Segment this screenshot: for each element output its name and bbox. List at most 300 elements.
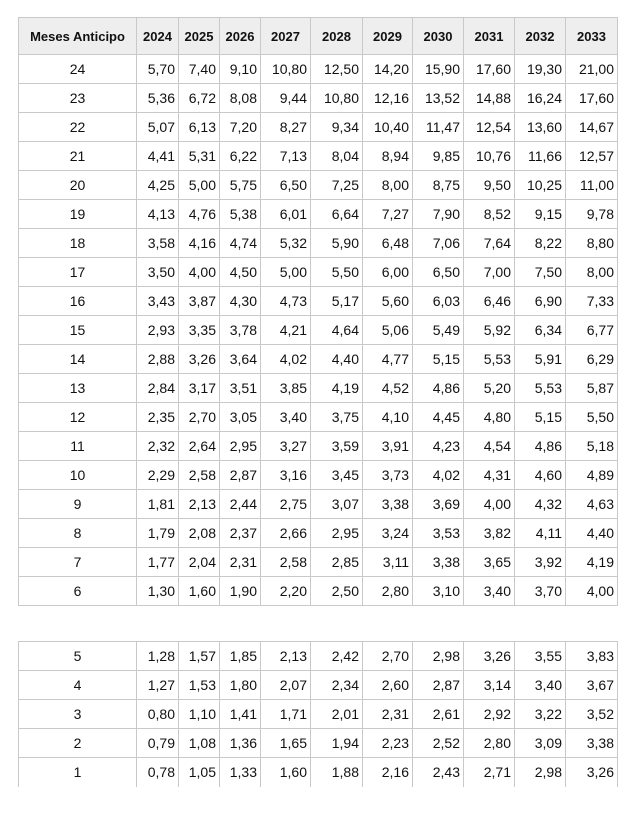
- rate-cell: 10,80: [311, 84, 363, 113]
- rate-cell: 14,20: [363, 55, 413, 84]
- months-cell: 16: [19, 287, 137, 316]
- rate-cell: 3,16: [261, 461, 311, 490]
- rate-cell: 1,60: [261, 758, 311, 787]
- table-row: [19, 519, 618, 548]
- rate-cell: 4,76: [179, 200, 220, 229]
- rate-cell: 4,64: [311, 316, 363, 345]
- rate-cell: 14,67: [566, 113, 618, 142]
- rate-cell: 13,52: [413, 84, 464, 113]
- rate-cell: 1,88: [311, 758, 363, 787]
- rate-cell: 3,75: [311, 403, 363, 432]
- rate-cell: 3,24: [363, 519, 413, 548]
- months-cell: 12: [19, 403, 137, 432]
- rate-cell: 8,52: [464, 200, 515, 229]
- rate-cell: 4,21: [261, 316, 311, 345]
- rate-cell: 3,26: [179, 345, 220, 374]
- header-row: [19, 18, 618, 55]
- months-cell: 4: [19, 671, 137, 700]
- rate-cell: 2,80: [464, 729, 515, 758]
- rate-cell: 17,60: [464, 55, 515, 84]
- rate-cell: 4,80: [464, 403, 515, 432]
- rate-cell: 3,26: [566, 758, 618, 787]
- rate-cell: 3,67: [566, 671, 618, 700]
- rate-cell: 1,08: [179, 729, 220, 758]
- rate-cell: 3,51: [220, 374, 261, 403]
- rate-cell: 1,30: [137, 577, 179, 606]
- rate-cell: 12,54: [464, 113, 515, 142]
- rate-cell: 1,94: [311, 729, 363, 758]
- rate-cell: 3,59: [311, 432, 363, 461]
- rate-cell: 2,43: [413, 758, 464, 787]
- rate-cell: 5,32: [261, 229, 311, 258]
- rate-cell: 8,94: [363, 142, 413, 171]
- rates-table-continued: [18, 641, 618, 787]
- rate-cell: 7,64: [464, 229, 515, 258]
- rate-cell: 6,00: [363, 258, 413, 287]
- months-cell: 6: [19, 577, 137, 606]
- rate-cell: 6,03: [413, 287, 464, 316]
- rate-cell: 9,15: [515, 200, 566, 229]
- rate-cell: 8,00: [363, 171, 413, 200]
- rate-cell: 1,81: [137, 490, 179, 519]
- rate-cell: 11,00: [566, 171, 618, 200]
- rate-cell: 4,25: [137, 171, 179, 200]
- rate-cell: 9,78: [566, 200, 618, 229]
- rate-cell: 4,32: [515, 490, 566, 519]
- rate-cell: 9,85: [413, 142, 464, 171]
- rate-cell: 5,53: [464, 345, 515, 374]
- rate-cell: 3,82: [464, 519, 515, 548]
- header-year: 2030: [413, 18, 464, 55]
- rate-cell: 3,27: [261, 432, 311, 461]
- rate-cell: 5,75: [220, 171, 261, 200]
- rate-cell: 1,41: [220, 700, 261, 729]
- rate-cell: 3,40: [261, 403, 311, 432]
- rate-cell: 3,64: [220, 345, 261, 374]
- rate-cell: 4,16: [179, 229, 220, 258]
- rate-cell: 2,13: [261, 642, 311, 671]
- rate-cell: 3,43: [137, 287, 179, 316]
- rate-cell: 1,57: [179, 642, 220, 671]
- rate-cell: 3,87: [179, 287, 220, 316]
- header-year: 2029: [363, 18, 413, 55]
- header-year: 2027: [261, 18, 311, 55]
- rate-cell: 7,20: [220, 113, 261, 142]
- header-year: 2026: [220, 18, 261, 55]
- rate-cell: 1,27: [137, 671, 179, 700]
- rate-cell: 4,00: [464, 490, 515, 519]
- rate-cell: 12,50: [311, 55, 363, 84]
- rate-cell: 2,75: [261, 490, 311, 519]
- months-cell: 2: [19, 729, 137, 758]
- table-row: [19, 258, 618, 287]
- rate-cell: 9,34: [311, 113, 363, 142]
- table-row: [19, 403, 618, 432]
- table-row: [19, 577, 618, 606]
- rate-cell: 4,11: [515, 519, 566, 548]
- rate-cell: 2,01: [311, 700, 363, 729]
- rate-cell: 4,00: [179, 258, 220, 287]
- rate-cell: 5,70: [137, 55, 179, 84]
- rate-cell: 2,92: [464, 700, 515, 729]
- rate-cell: 2,87: [413, 671, 464, 700]
- rate-cell: 4,41: [137, 142, 179, 171]
- header-year: 2025: [179, 18, 220, 55]
- rate-cell: 4,45: [413, 403, 464, 432]
- rate-cell: 10,40: [363, 113, 413, 142]
- rate-cell: 2,85: [311, 548, 363, 577]
- rate-cell: 5,50: [311, 258, 363, 287]
- rate-cell: 8,00: [566, 258, 618, 287]
- rate-cell: 4,31: [464, 461, 515, 490]
- months-cell: 7: [19, 548, 137, 577]
- rate-cell: 7,40: [179, 55, 220, 84]
- rate-cell: 1,80: [220, 671, 261, 700]
- rate-cell: 7,90: [413, 200, 464, 229]
- months-cell: 15: [19, 316, 137, 345]
- rate-cell: 2,50: [311, 577, 363, 606]
- rate-cell: 3,53: [413, 519, 464, 548]
- rate-cell: 4,52: [363, 374, 413, 403]
- rate-cell: 3,58: [137, 229, 179, 258]
- rate-cell: 5,00: [179, 171, 220, 200]
- rate-cell: 5,38: [220, 200, 261, 229]
- rate-cell: 12,57: [566, 142, 618, 171]
- rate-cell: 2,58: [179, 461, 220, 490]
- rate-cell: 4,86: [413, 374, 464, 403]
- rate-cell: 6,46: [464, 287, 515, 316]
- table-body-main: [19, 55, 618, 606]
- rate-cell: 3,26: [464, 642, 515, 671]
- rate-cell: 5,07: [137, 113, 179, 142]
- rate-cell: 3,38: [413, 548, 464, 577]
- rate-cell: 3,38: [363, 490, 413, 519]
- rate-cell: 4,63: [566, 490, 618, 519]
- rate-cell: 2,84: [137, 374, 179, 403]
- rate-cell: 6,22: [220, 142, 261, 171]
- rate-cell: 4,23: [413, 432, 464, 461]
- rate-cell: 5,91: [515, 345, 566, 374]
- rate-cell: 5,06: [363, 316, 413, 345]
- months-cell: 19: [19, 200, 137, 229]
- months-cell: 24: [19, 55, 137, 84]
- rate-cell: 4,00: [566, 577, 618, 606]
- rate-cell: 4,02: [413, 461, 464, 490]
- rate-cell: 0,78: [137, 758, 179, 787]
- rate-cell: 3,83: [566, 642, 618, 671]
- rate-cell: 7,00: [464, 258, 515, 287]
- header-year: 2032: [515, 18, 566, 55]
- rate-cell: 12,16: [363, 84, 413, 113]
- rate-cell: 5,18: [566, 432, 618, 461]
- rate-cell: 2,70: [179, 403, 220, 432]
- rate-cell: 2,66: [261, 519, 311, 548]
- rate-cell: 3,40: [464, 577, 515, 606]
- rate-cell: 15,90: [413, 55, 464, 84]
- rate-cell: 1,79: [137, 519, 179, 548]
- rate-cell: 3,91: [363, 432, 413, 461]
- rate-cell: 1,60: [179, 577, 220, 606]
- rate-cell: 3,52: [566, 700, 618, 729]
- rate-cell: 2,95: [220, 432, 261, 461]
- rate-cell: 6,77: [566, 316, 618, 345]
- rate-cell: 1,65: [261, 729, 311, 758]
- rate-cell: 3,70: [515, 577, 566, 606]
- months-cell: 18: [19, 229, 137, 258]
- rate-cell: 4,02: [261, 345, 311, 374]
- table-row: [19, 548, 618, 577]
- rate-cell: 6,34: [515, 316, 566, 345]
- rate-cell: 2,31: [363, 700, 413, 729]
- rate-cell: 1,77: [137, 548, 179, 577]
- rate-cell: 3,07: [311, 490, 363, 519]
- rate-cell: 6,64: [311, 200, 363, 229]
- table-row: [19, 316, 618, 345]
- rate-cell: 3,69: [413, 490, 464, 519]
- rate-cell: 4,30: [220, 287, 261, 316]
- months-cell: 14: [19, 345, 137, 374]
- rate-cell: 5,36: [137, 84, 179, 113]
- rate-cell: 10,25: [515, 171, 566, 200]
- rate-cell: 2,13: [179, 490, 220, 519]
- table-row: [19, 374, 618, 403]
- rate-cell: 2,93: [137, 316, 179, 345]
- table-row: [19, 171, 618, 200]
- rate-cell: 3,38: [566, 729, 618, 758]
- rate-cell: 16,24: [515, 84, 566, 113]
- rate-cell: 8,80: [566, 229, 618, 258]
- table-row: [19, 671, 618, 700]
- rate-cell: 13,60: [515, 113, 566, 142]
- rate-cell: 2,58: [261, 548, 311, 577]
- rate-cell: 7,06: [413, 229, 464, 258]
- rate-cell: 6,13: [179, 113, 220, 142]
- rate-cell: 1,85: [220, 642, 261, 671]
- header-year: 2024: [137, 18, 179, 55]
- rate-cell: 2,07: [261, 671, 311, 700]
- months-cell: 23: [19, 84, 137, 113]
- rate-cell: 7,25: [311, 171, 363, 200]
- rate-cell: 2,37: [220, 519, 261, 548]
- rate-cell: 2,04: [179, 548, 220, 577]
- rate-cell: 3,11: [363, 548, 413, 577]
- rate-cell: 3,22: [515, 700, 566, 729]
- rate-cell: 1,10: [179, 700, 220, 729]
- rate-cell: 4,40: [566, 519, 618, 548]
- rate-cell: 2,64: [179, 432, 220, 461]
- rate-cell: 8,08: [220, 84, 261, 113]
- rate-cell: 7,33: [566, 287, 618, 316]
- months-cell: 17: [19, 258, 137, 287]
- months-cell: 22: [19, 113, 137, 142]
- rate-cell: 3,73: [363, 461, 413, 490]
- rate-cell: 2,31: [220, 548, 261, 577]
- rate-cell: 2,20: [261, 577, 311, 606]
- rate-cell: 4,74: [220, 229, 261, 258]
- rate-cell: 5,90: [311, 229, 363, 258]
- rate-cell: 4,73: [261, 287, 311, 316]
- rate-cell: 4,86: [515, 432, 566, 461]
- rate-cell: 4,10: [363, 403, 413, 432]
- table-row: [19, 700, 618, 729]
- rate-cell: 3,14: [464, 671, 515, 700]
- rate-cell: 2,08: [179, 519, 220, 548]
- rate-cell: 4,89: [566, 461, 618, 490]
- rate-cell: 4,19: [566, 548, 618, 577]
- header-year: 2033: [566, 18, 618, 55]
- months-cell: 10: [19, 461, 137, 490]
- months-cell: 5: [19, 642, 137, 671]
- rate-cell: 5,15: [413, 345, 464, 374]
- table-row: [19, 432, 618, 461]
- rate-cell: 3,10: [413, 577, 464, 606]
- months-cell: 13: [19, 374, 137, 403]
- rate-cell: 8,27: [261, 113, 311, 142]
- months-cell: 8: [19, 519, 137, 548]
- rate-cell: 0,79: [137, 729, 179, 758]
- rate-cell: 2,16: [363, 758, 413, 787]
- rate-cell: 0,80: [137, 700, 179, 729]
- table-row: [19, 758, 618, 787]
- table-row: [19, 142, 618, 171]
- rate-cell: 14,88: [464, 84, 515, 113]
- rate-cell: 10,80: [261, 55, 311, 84]
- rate-cell: 2,98: [413, 642, 464, 671]
- rate-cell: 4,19: [311, 374, 363, 403]
- rate-cell: 5,31: [179, 142, 220, 171]
- rate-cell: 2,35: [137, 403, 179, 432]
- table-row: [19, 55, 618, 84]
- rate-cell: 17,60: [566, 84, 618, 113]
- months-cell: 9: [19, 490, 137, 519]
- rate-cell: 3,05: [220, 403, 261, 432]
- rate-cell: 2,32: [137, 432, 179, 461]
- rate-cell: 4,54: [464, 432, 515, 461]
- rate-cell: 3,40: [515, 671, 566, 700]
- rate-cell: 3,78: [220, 316, 261, 345]
- rate-cell: 1,53: [179, 671, 220, 700]
- rate-cell: 3,65: [464, 548, 515, 577]
- rate-cell: 8,22: [515, 229, 566, 258]
- rate-cell: 2,88: [137, 345, 179, 374]
- rate-cell: 5,60: [363, 287, 413, 316]
- header-year: 2031: [464, 18, 515, 55]
- table-row: [19, 113, 618, 142]
- months-cell: 1: [19, 758, 137, 787]
- rate-cell: 5,17: [311, 287, 363, 316]
- table-row: [19, 287, 618, 316]
- rate-cell: 1,71: [261, 700, 311, 729]
- table-row: [19, 461, 618, 490]
- rate-cell: 4,50: [220, 258, 261, 287]
- rate-cell: 6,01: [261, 200, 311, 229]
- rate-cell: 4,60: [515, 461, 566, 490]
- rate-cell: 1,90: [220, 577, 261, 606]
- header-months: Meses Anticipo: [19, 18, 137, 55]
- rate-cell: 7,50: [515, 258, 566, 287]
- rate-cell: 5,15: [515, 403, 566, 432]
- rate-cell: 3,55: [515, 642, 566, 671]
- rate-cell: 5,53: [515, 374, 566, 403]
- rate-cell: 5,00: [261, 258, 311, 287]
- table-body-continued: [19, 642, 618, 787]
- rate-cell: 3,17: [179, 374, 220, 403]
- rate-cell: 3,50: [137, 258, 179, 287]
- rate-cell: 6,50: [413, 258, 464, 287]
- table-row: [19, 729, 618, 758]
- rate-cell: 1,33: [220, 758, 261, 787]
- rate-cell: 2,80: [363, 577, 413, 606]
- rate-cell: 2,60: [363, 671, 413, 700]
- rate-cell: 7,27: [363, 200, 413, 229]
- months-cell: 21: [19, 142, 137, 171]
- rate-cell: 2,98: [515, 758, 566, 787]
- rate-cell: 3,45: [311, 461, 363, 490]
- rate-cell: 10,76: [464, 142, 515, 171]
- table-row: [19, 642, 618, 671]
- rate-cell: 21,00: [566, 55, 618, 84]
- rate-cell: 2,95: [311, 519, 363, 548]
- rate-cell: 7,13: [261, 142, 311, 171]
- table-row: [19, 200, 618, 229]
- rate-cell: 9,10: [220, 55, 261, 84]
- rate-cell: 2,42: [311, 642, 363, 671]
- rate-cell: 6,72: [179, 84, 220, 113]
- rate-cell: 4,40: [311, 345, 363, 374]
- rate-cell: 4,77: [363, 345, 413, 374]
- rate-cell: 11,66: [515, 142, 566, 171]
- months-cell: 20: [19, 171, 137, 200]
- months-cell: 11: [19, 432, 137, 461]
- rate-cell: 9,50: [464, 171, 515, 200]
- table-row: [19, 229, 618, 258]
- rate-cell: 2,61: [413, 700, 464, 729]
- header-year: 2028: [311, 18, 363, 55]
- rate-cell: 11,47: [413, 113, 464, 142]
- rate-cell: 2,23: [363, 729, 413, 758]
- rate-cell: 2,71: [464, 758, 515, 787]
- rate-cell: 1,36: [220, 729, 261, 758]
- rates-table-main: [18, 17, 618, 606]
- rate-cell: 3,35: [179, 316, 220, 345]
- table-row: [19, 84, 618, 113]
- rate-cell: 2,44: [220, 490, 261, 519]
- months-cell: 3: [19, 700, 137, 729]
- rate-cell: 5,87: [566, 374, 618, 403]
- rate-cell: 8,75: [413, 171, 464, 200]
- table-row: [19, 490, 618, 519]
- rate-cell: 8,04: [311, 142, 363, 171]
- rate-cell: 2,87: [220, 461, 261, 490]
- rate-cell: 3,92: [515, 548, 566, 577]
- rate-cell: 2,52: [413, 729, 464, 758]
- rate-cell: 3,85: [261, 374, 311, 403]
- rate-cell: 2,70: [363, 642, 413, 671]
- rate-cell: 5,49: [413, 316, 464, 345]
- rate-cell: 2,29: [137, 461, 179, 490]
- rate-cell: 2,34: [311, 671, 363, 700]
- rate-cell: 6,50: [261, 171, 311, 200]
- rate-cell: 1,28: [137, 642, 179, 671]
- rate-cell: 6,90: [515, 287, 566, 316]
- rate-cell: 5,20: [464, 374, 515, 403]
- rate-cell: 19,30: [515, 55, 566, 84]
- rate-cell: 6,48: [363, 229, 413, 258]
- table-row: [19, 345, 618, 374]
- rate-cell: 5,92: [464, 316, 515, 345]
- rate-cell: 4,13: [137, 200, 179, 229]
- rate-cell: 3,09: [515, 729, 566, 758]
